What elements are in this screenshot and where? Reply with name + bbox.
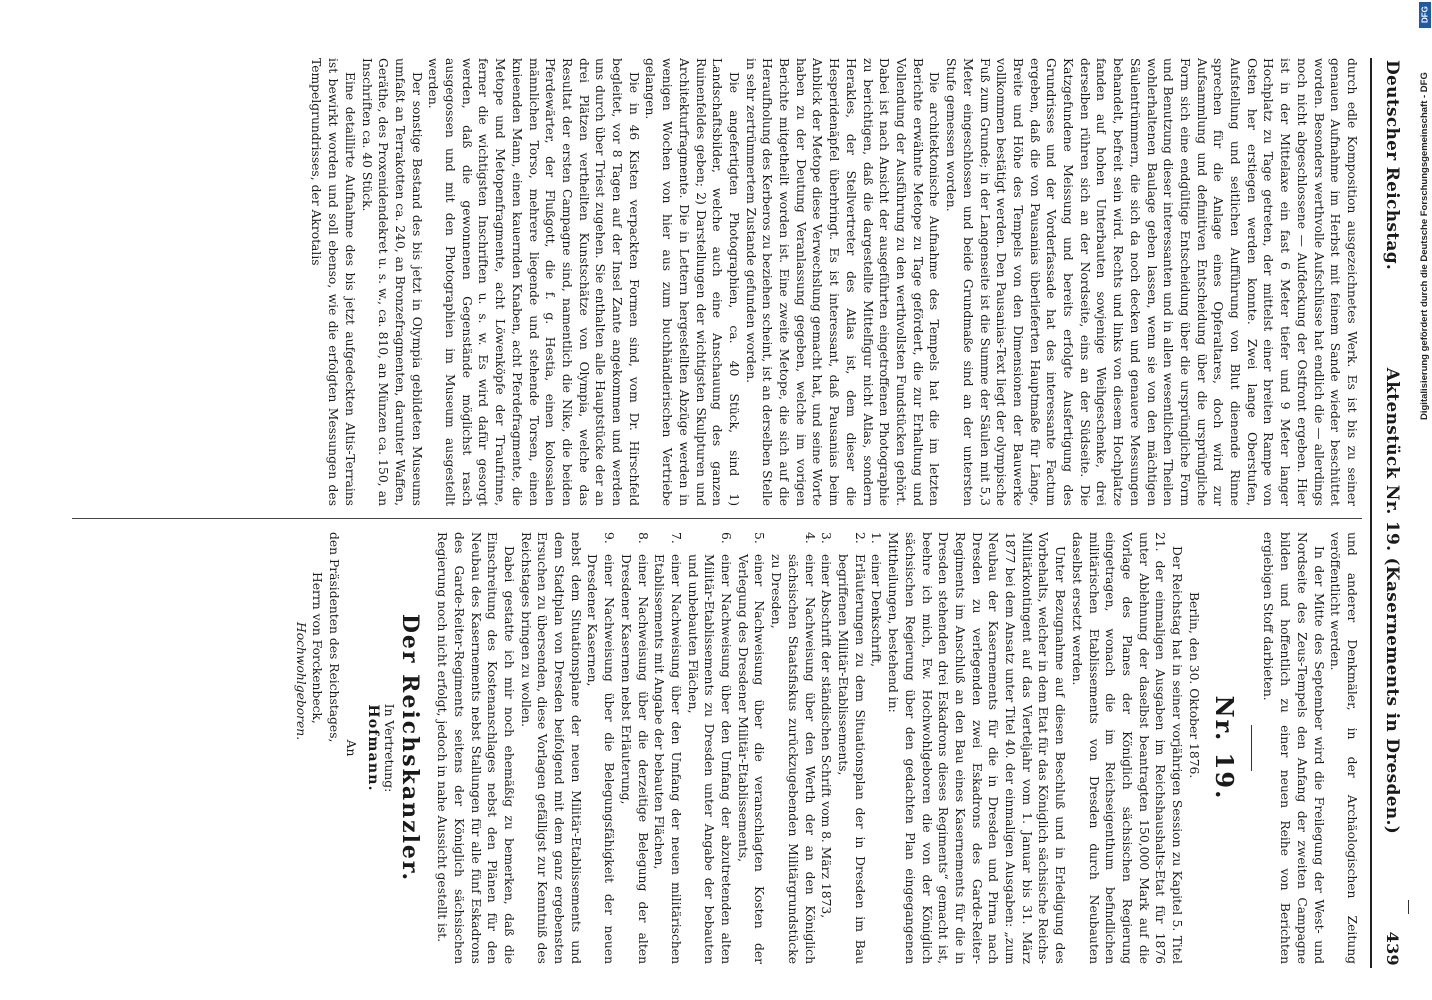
signature-deputy: In Vertretung: [382,703,397,793]
column-divider [72,518,1362,519]
list-item: 7. einer Nachweisung über den Umfang der neuen militärischen Etablissements mit Angabe der bebauten Flächen, [652,532,683,964]
list-item: 2. Erläuterungen zu dem Situationsplan der in Dresden im Bau begriffenen Militär-Etablissements, [836,532,867,964]
paragraph: Dabei gestatte ich mir noch ehemäßig zu bemerken, daß die Einschreitung des Kostenanschlages nebst den Plänen für den Neubau des Kasernements nebst Stallungen für alle fünf Eskadrons des Garde-Reiter-Regiments seitens der Königlich sächsischen Regierung noch nicht erfolgt, jedoch in nahe Aussicht gestellt ist. [435,532,516,964]
paragraph: nebst dem Situationsplane der neuen Militär-Etablissements und dem Stadtplan von Dresden beifolgend mit dem ganz ergebensten Ersuchen zu übersenden, diese Vorlagen gefälligst zur Kenntniß des Reichstages bringen zu wollen. [518,532,583,964]
address-recipient: den Präsidenten des Reichstages, [327,532,342,743]
paragraph: Die in 46 Kisten verpackten Formen sind, vom Dr. Hirschfeld begleitet, vor 8 Tagen auf der Insel Zante angekommen und werden uns durch über Triest zugehen. Sie enthalten alle Hauptstücke der an drei Plätzen vertheilten Kunstschätze von Olympia, welche das Resultat der ersten Campagne sind, namentlich die Nike, die beiden Pferdewärter, der Flußgott, die f. g. Hestia, einen kolossalen männlichen Torso, mehrere liegende und stehende Torsen, einen knieenden Mann, einen kauernden Knaben, acht Pferdefragmente, die Metope und Metopenfragmente, acht Löwenköpfe der Traufrinne, ferner die wichtigsten Inschriften u. s. w. Es wird dafür gesorgt werden, daß die gewonnenen Gegenstände möglichst rasch ausgegossen und mit den Photographien im Museum ausgestellt werden. [426,58,641,506]
paragraph: durch edle Komposition ausgezeichnetes Werk. Es ist bis zu seiner genauen Aufnahme im Herbst mit feinem Sande wieder beschüttet worden. Besonders werthvolle Aufschlüsse hat endlich die — allerdings noch nicht abgeschlossene — Aufdeckung der Ostfront ergeben. Hier ist in der Mittelaxe ein fast 6 Meter tiefer und 9 Meter langer Hochplatz zu Tage getreten, der mittelst einer breiten Rampe von Osten her erstiegen werden konnte. Zwei lange Oberstufen, Aufstellung und seitlichen Aufführung von Blut dienende Rinne sprechen für die Anlage eines Opferaltares, doch wird zur Aufsammlung und definitiven Entscheidung über die ursprüngliche Form sich eine endgültige Entscheidung über die ursprüngliche Form und Benutzung dieser interessanten und in allen wesentlichen Theilen wohlerhaltenen Baulage geben lassen, wenn sie von den mächtigen Säulentrümmern, die sich da noch decken und genauere Messungen behandelt, befreit sein wird. Rechts und links von diesem Hochplatze fanden auf hohen Unterbauten sowjenige Weihgeschenke, drei derselben rühren sich an der Nordseite, eins an der Südseite. Die Katzgefundene Meissung und bereits erfolgte Ausfertigung des Grundrisses und der Vorderfassade hat des interessante Factum ergeben, daß die von Pausanias überlieferten Hauptmaße für Länge, Breite und Höhe des Tempels von den Dimensionen der Bauwerke vollkommen bestätigt werden. Den Pausanias-Text liegt der olympische Fuß zum Grunde; in der Langenseite ist die Summe der Säulen mit 5,3 Meter eingeschlossen und beide Grundmaße sind an der untersten Stufe gemessen worden. [944,58,1359,506]
list-item: 3. einer Abschrift der ständischen Schrift vom 8. März 1873, [819,532,834,919]
list-item: 4. einer Nachweisung über den Werth der an den Königlich sächsischen Staatsfiskus zurückzugebenden Militärgrundstücke zu Dresden, [769,532,817,964]
paragraph: Die angefertigten Photographien, ca. 40 Stück, sind 1) Landschaftsbilder, welche auch eine Anschauung des ganzen Ruinenfeldes geben; 2) Darstellungen der wichtigsten Skulpturen und Architekturfragmente. Die in Lettern hergestellten Abzüge werden in wenigen Wochen von hier aus zum buchhändlerischen Vertriebe gelangen. [643,58,741,506]
list-item: 8. einer Nachweisung über die derzeitige Belegung der alten Dresdener Kasernen nebst Erläuterung, [618,532,650,964]
list-item: 5. einer Nachweisung über die veranschlagten Kosten der Verlegung des Dresdener Militär-Etablissements, [735,532,767,964]
running-head-left: Deutscher Reichstag. [1382,60,1402,271]
right-column [60,532,1360,964]
left-column [60,58,1360,506]
section-rule [1251,725,1252,771]
scan-mark [1408,900,1409,914]
address-honorific: Hochwohlgeboren. [293,622,308,741]
address-an: An [343,739,358,757]
signature-title: Der Reichskanzler. [397,613,424,883]
header-rule [1370,58,1372,968]
paragraph: Die architektonische Aufnahme des Tempels hat die im letzten Berichte erwähnte Metope zu Tage gefördert, die zur Erhaltung und Vollendung der Ausführung zu den werthvollsten Fundstücken gehört. Dabei ist nach Ansicht der ausgeführten eingetroffenen Photographie zu berichtigen, daß die dargestellte Mittelfigur nicht Atlas, sondern Herakles, der Stellvertreter des Atlas ist, dem dieser die Hesperidenäpfel überbringt. Es ist interessant, daß Pausanias beim Anblick der Metope diese Verwechslung gemacht hat, und seine Worte haben zu der Deutung Veranlassung gegeben, welche im vorigen Berichte mitgetheilt worden ist. Eine zweite Metope, die sich auf die Heraufholung des Kerberos zu beziehen scheint, ist an derselben Stelle in sehr zertrümmertem Zustande gefunden worden. [743,58,942,506]
dateline: Berlin, den 30. Oktober 1876. [1186,592,1201,779]
list-item: 9. einer Nachweisung über die Belegungsfähigkeit der neuen Dresdener Kasernen, [585,532,617,964]
page-number: 439 [1383,931,1402,966]
paragraph: Der Reichstag hat in seiner vorjährigen Session zu Kapitel 5. Titel 21. der einmaligen Ausgaben im Reichshaushalts-Etat für 1876 unter Ablehnung der daselbst beantragten 150,000 Mark auf die Vorlage des Planes der Königlich sächsischen Regierung eingetragen, wonach die im Reichseigenthum befindlichen militärischen Etablissements von Dresden durch Neubauten daselbst ersetzt werden. [1069,532,1185,964]
paragraph: In der Mitte des September wird die Freilegung der West- und Nordseite des Zeus-Tempels den Anfang der zweiten Campagne bilden und hoffentlich zu einer neuen Reihe von Berichten ergiebigen Stoff darbieten. [1261,532,1326,964]
running-head-center: Aktenstück Nr. 19. (Kasernements in Dresden.) [1382,367,1402,835]
enclosure-list [584,532,885,964]
paragraph: Der sonstige Bestand des bis jetzt in Olympia gebildeten Museums umfaßt an Terrakotten ca. 240, an Bronzefragmenten, darunter Waffen, Geräthe, des Proxenidendekret u. s. w., ca. 810, an Münzen ca. 150, an Inschriften ca. 40 Stück. [359,58,424,506]
digitization-credit: Digitalisierung gefördert durch die Deutsche Forschungsgemeinschaft - DFG [1419,72,1430,420]
running-head [1372,60,1402,966]
address-name: Herrn von Forckenbeck, [310,572,325,724]
dfg-logo-icon: DFG [1419,2,1431,28]
paragraph: Unter Bezugnahme auf diesen Beschluß und in Erledigung des Vorbehalts, welcher in dem Etat für das Königlich sächsische Reichs-Militärkontingent auf das Vierteljahr vom 1. Januar bis 31. März 1877 bei dem Ansatz unter Titel 40. der einmaligen Ausgaben: „zum Neubau der Kasernements für die in Dresden und Pirna nach Dresden zu verlegenden zwei Eskadrons des Garde-Reiter-Regiments im Anschluß an den Bau eines Kasernements für die in Dresden stehenden drei Eskadrons dieses Regiments“ gemacht ist, beehre ich mich, Ew. Hochwohlgeboren die von der Königlich sächsischen Regierung über den gedachten Plan eingegangenen Mittheilungen, bestehend in: [886,532,1068,964]
paragraph: Eine detaillirte Aufnahme des bis jetzt aufgedeckten Altis-Terrains ist bewirkt worden und soll ebenso, wie die erfolgten Messungen des Tempelgrundrisses, der Akrotalis [309,58,357,506]
paragraph: und anderer Denkmäler, in der Archäologischen Zeitung veröffentlicht werden. [1328,532,1359,964]
document-heading: Nr. 19. [1209,695,1239,801]
list-item: 1. einer Denkschrift, [869,532,884,668]
signature-name: Hofmann. [364,704,381,792]
list-item: 6. einer Nachweisung über den Umfang der abzutretenden alten Militär-Etablissements zu Dresden unter Angabe der bebauten und unbebauten Flächen, [685,532,734,964]
